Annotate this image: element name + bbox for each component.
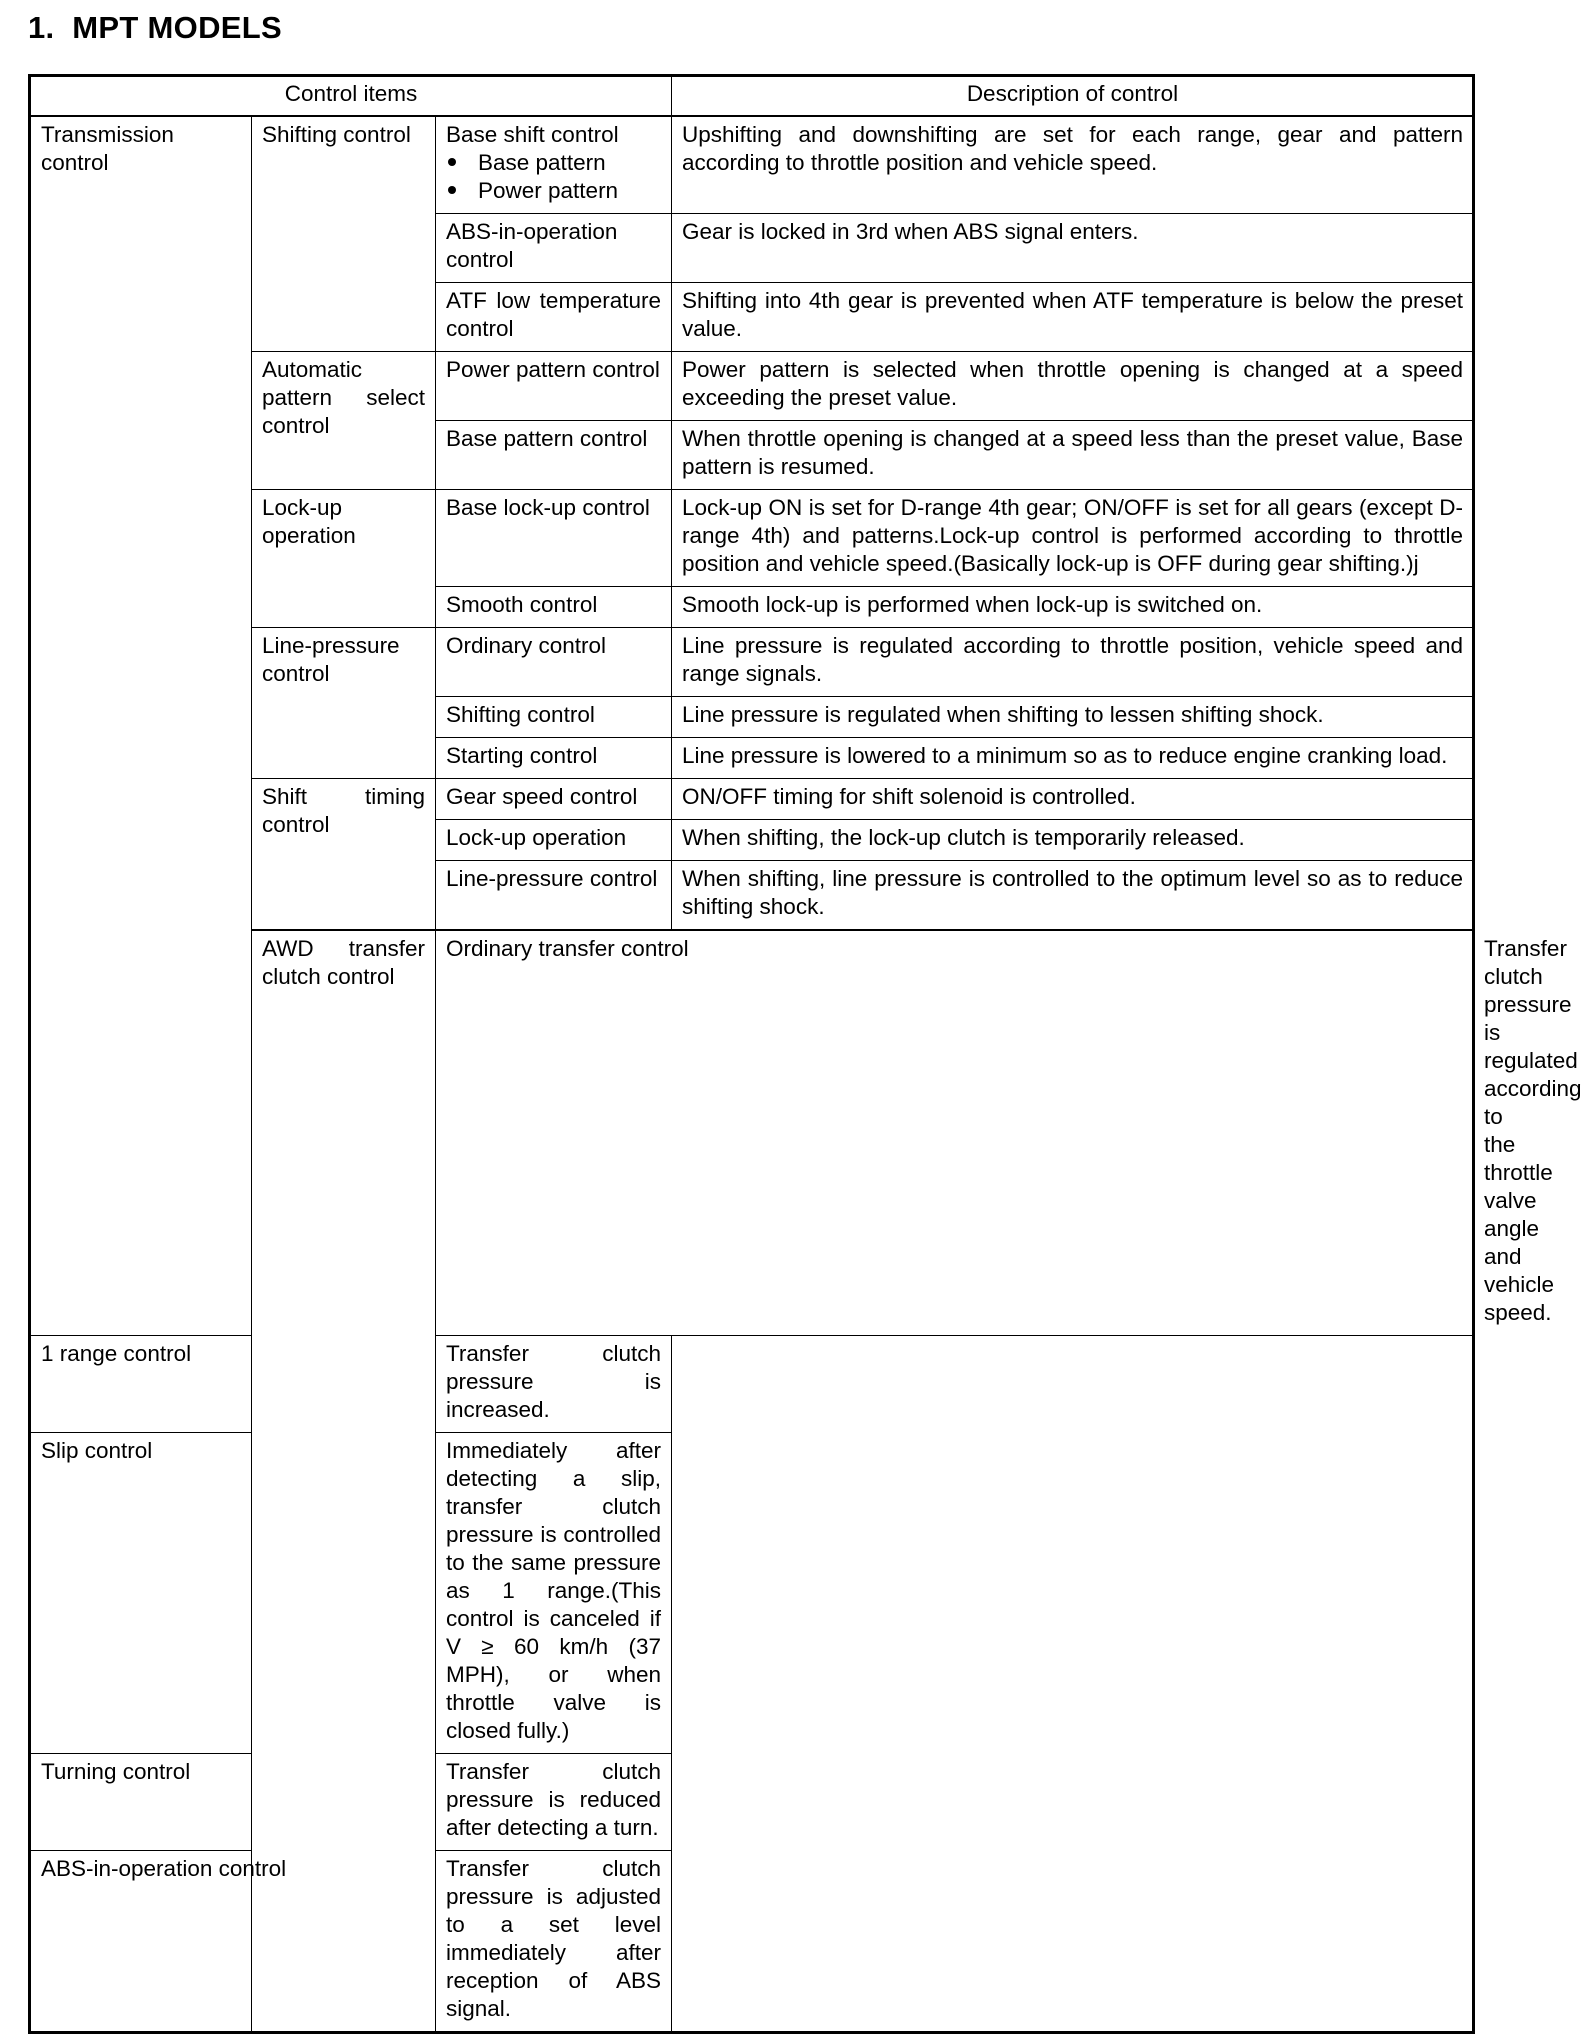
group-line-pressure-control: Line-pressure control bbox=[252, 628, 436, 779]
item-lock-up-operation: Lock-up operation bbox=[436, 820, 672, 861]
table-row bbox=[30, 1433, 1474, 1754]
header-control-items: Control items bbox=[30, 76, 672, 117]
category-transmission-control: Transmission control bbox=[30, 116, 252, 1336]
item-awd-abs-in-operation-control: ABS-in-operation control bbox=[30, 1851, 436, 2033]
description-cell: Smooth lock-up is performed when lock-up is switched on. bbox=[672, 587, 1474, 628]
group-shift-timing-control: Shift timing control bbox=[252, 779, 436, 931]
description-cell: Immediately after detecting a slip, transfer clutch pressure is controlled to the same pressure as 1 range.(This control is canceled if V ≥ 60 km/h (37 MPH), or when throttle valve is closed fully.) bbox=[436, 1433, 672, 1754]
item-1-range-control: 1 range control bbox=[30, 1336, 436, 1433]
description-cell: Line pressure is regulated when shifting to lessen shifting shock. bbox=[672, 697, 1474, 738]
bullet-item: Power pattern bbox=[446, 177, 661, 205]
item-atf-low-temperature-control: ATF low temperature control bbox=[436, 283, 672, 352]
item-shifting-control: Shifting control bbox=[436, 697, 672, 738]
category-awd-transfer-clutch-control: AWD transfer clutch control bbox=[252, 930, 436, 2033]
table-row: AWD transfer clutch control Ordinary transfer control Transfer clutch pressure is regulated according to the throttle valve angle and vehicle speed. bbox=[30, 930, 1474, 1336]
page-title: 1. MPT MODELS bbox=[28, 10, 282, 45]
control-table bbox=[28, 74, 1582, 2034]
item-line-pressure-control: Line-pressure control bbox=[436, 861, 672, 931]
description-cell: Gear is locked in 3rd when ABS signal enters. bbox=[672, 214, 1474, 283]
item-base-pattern-control: Base pattern control bbox=[436, 421, 672, 490]
description-cell: Upshifting and downshifting are set for each range, gear and pattern according to throttle position and vehicle speed. bbox=[672, 116, 1474, 214]
description-cell: Transfer clutch pressure is increased. bbox=[436, 1336, 672, 1433]
description-cell: ON/OFF timing for shift solenoid is controlled. bbox=[672, 779, 1474, 820]
group-shifting-control: Shifting control bbox=[252, 116, 436, 352]
table-row bbox=[30, 1851, 1474, 2033]
description-cell: Lock-up ON is set for D-range 4th gear; ON/OFF is set for all gears (except D-range 4th) and patterns.Lock-up control is performed according to throttle position and vehicle speed.(Basically lock-up is OFF during gear shifting.)j bbox=[672, 490, 1474, 587]
description-cell: Shifting into 4th gear is prevented when ATF temperature is below the preset value. bbox=[672, 283, 1474, 352]
item-gear-speed-control: Gear speed control bbox=[436, 779, 672, 820]
group-lock-up-operation: Lock-up operation bbox=[252, 490, 436, 628]
description-cell: When throttle opening is changed at a speed less than the preset value, Base pattern is resumed. bbox=[672, 421, 1474, 490]
item-slip-control: Slip control bbox=[30, 1433, 436, 1754]
table-row bbox=[30, 1336, 1474, 1433]
item-ordinary-control: Ordinary control bbox=[436, 628, 672, 697]
bullet-icon bbox=[448, 158, 456, 166]
item-smooth-control: Smooth control bbox=[436, 587, 672, 628]
item-ordinary-transfer-control: Ordinary transfer control bbox=[436, 930, 1474, 1336]
description-cell: Power pattern is selected when throttle opening is changed at a speed exceeding the preset value. bbox=[672, 352, 1474, 421]
description-cell: Transfer clutch pressure is adjusted to a set level immediately after reception of ABS signal. bbox=[436, 1851, 672, 2033]
item-starting-control: Starting control bbox=[436, 738, 672, 779]
description-cell: Line pressure is lowered to a minimum so as to reduce engine cranking load. bbox=[672, 738, 1474, 779]
bullet-icon bbox=[448, 186, 456, 194]
item-label: Base shift control bbox=[446, 122, 619, 147]
description-cell: Transfer clutch pressure is reduced after detecting a turn. bbox=[436, 1754, 672, 1851]
table-row bbox=[30, 116, 1474, 214]
bullet-item: Base pattern bbox=[446, 149, 661, 177]
description-cell: When shifting, line pressure is controlled to the optimum level so as to reduce shifting shock. bbox=[672, 861, 1474, 931]
table-row bbox=[30, 1754, 1474, 1851]
item-base-shift-control bbox=[436, 116, 672, 214]
group-automatic-pattern-select-control: Automatic pattern select control bbox=[252, 352, 436, 490]
item-abs-in-operation-control: ABS-in-operation control bbox=[436, 214, 672, 283]
description-cell: Line pressure is regulated according to throttle position, vehicle speed and range signals. bbox=[672, 628, 1474, 697]
item-power-pattern-control: Power pattern control bbox=[436, 352, 672, 421]
header-description: Description of control bbox=[672, 76, 1474, 117]
table-header-row bbox=[30, 76, 1474, 117]
item-turning-control: Turning control bbox=[30, 1754, 436, 1851]
item-base-lock-up-control: Base lock-up control bbox=[436, 490, 672, 587]
description-cell: When shifting, the lock-up clutch is temporarily released. bbox=[672, 820, 1474, 861]
